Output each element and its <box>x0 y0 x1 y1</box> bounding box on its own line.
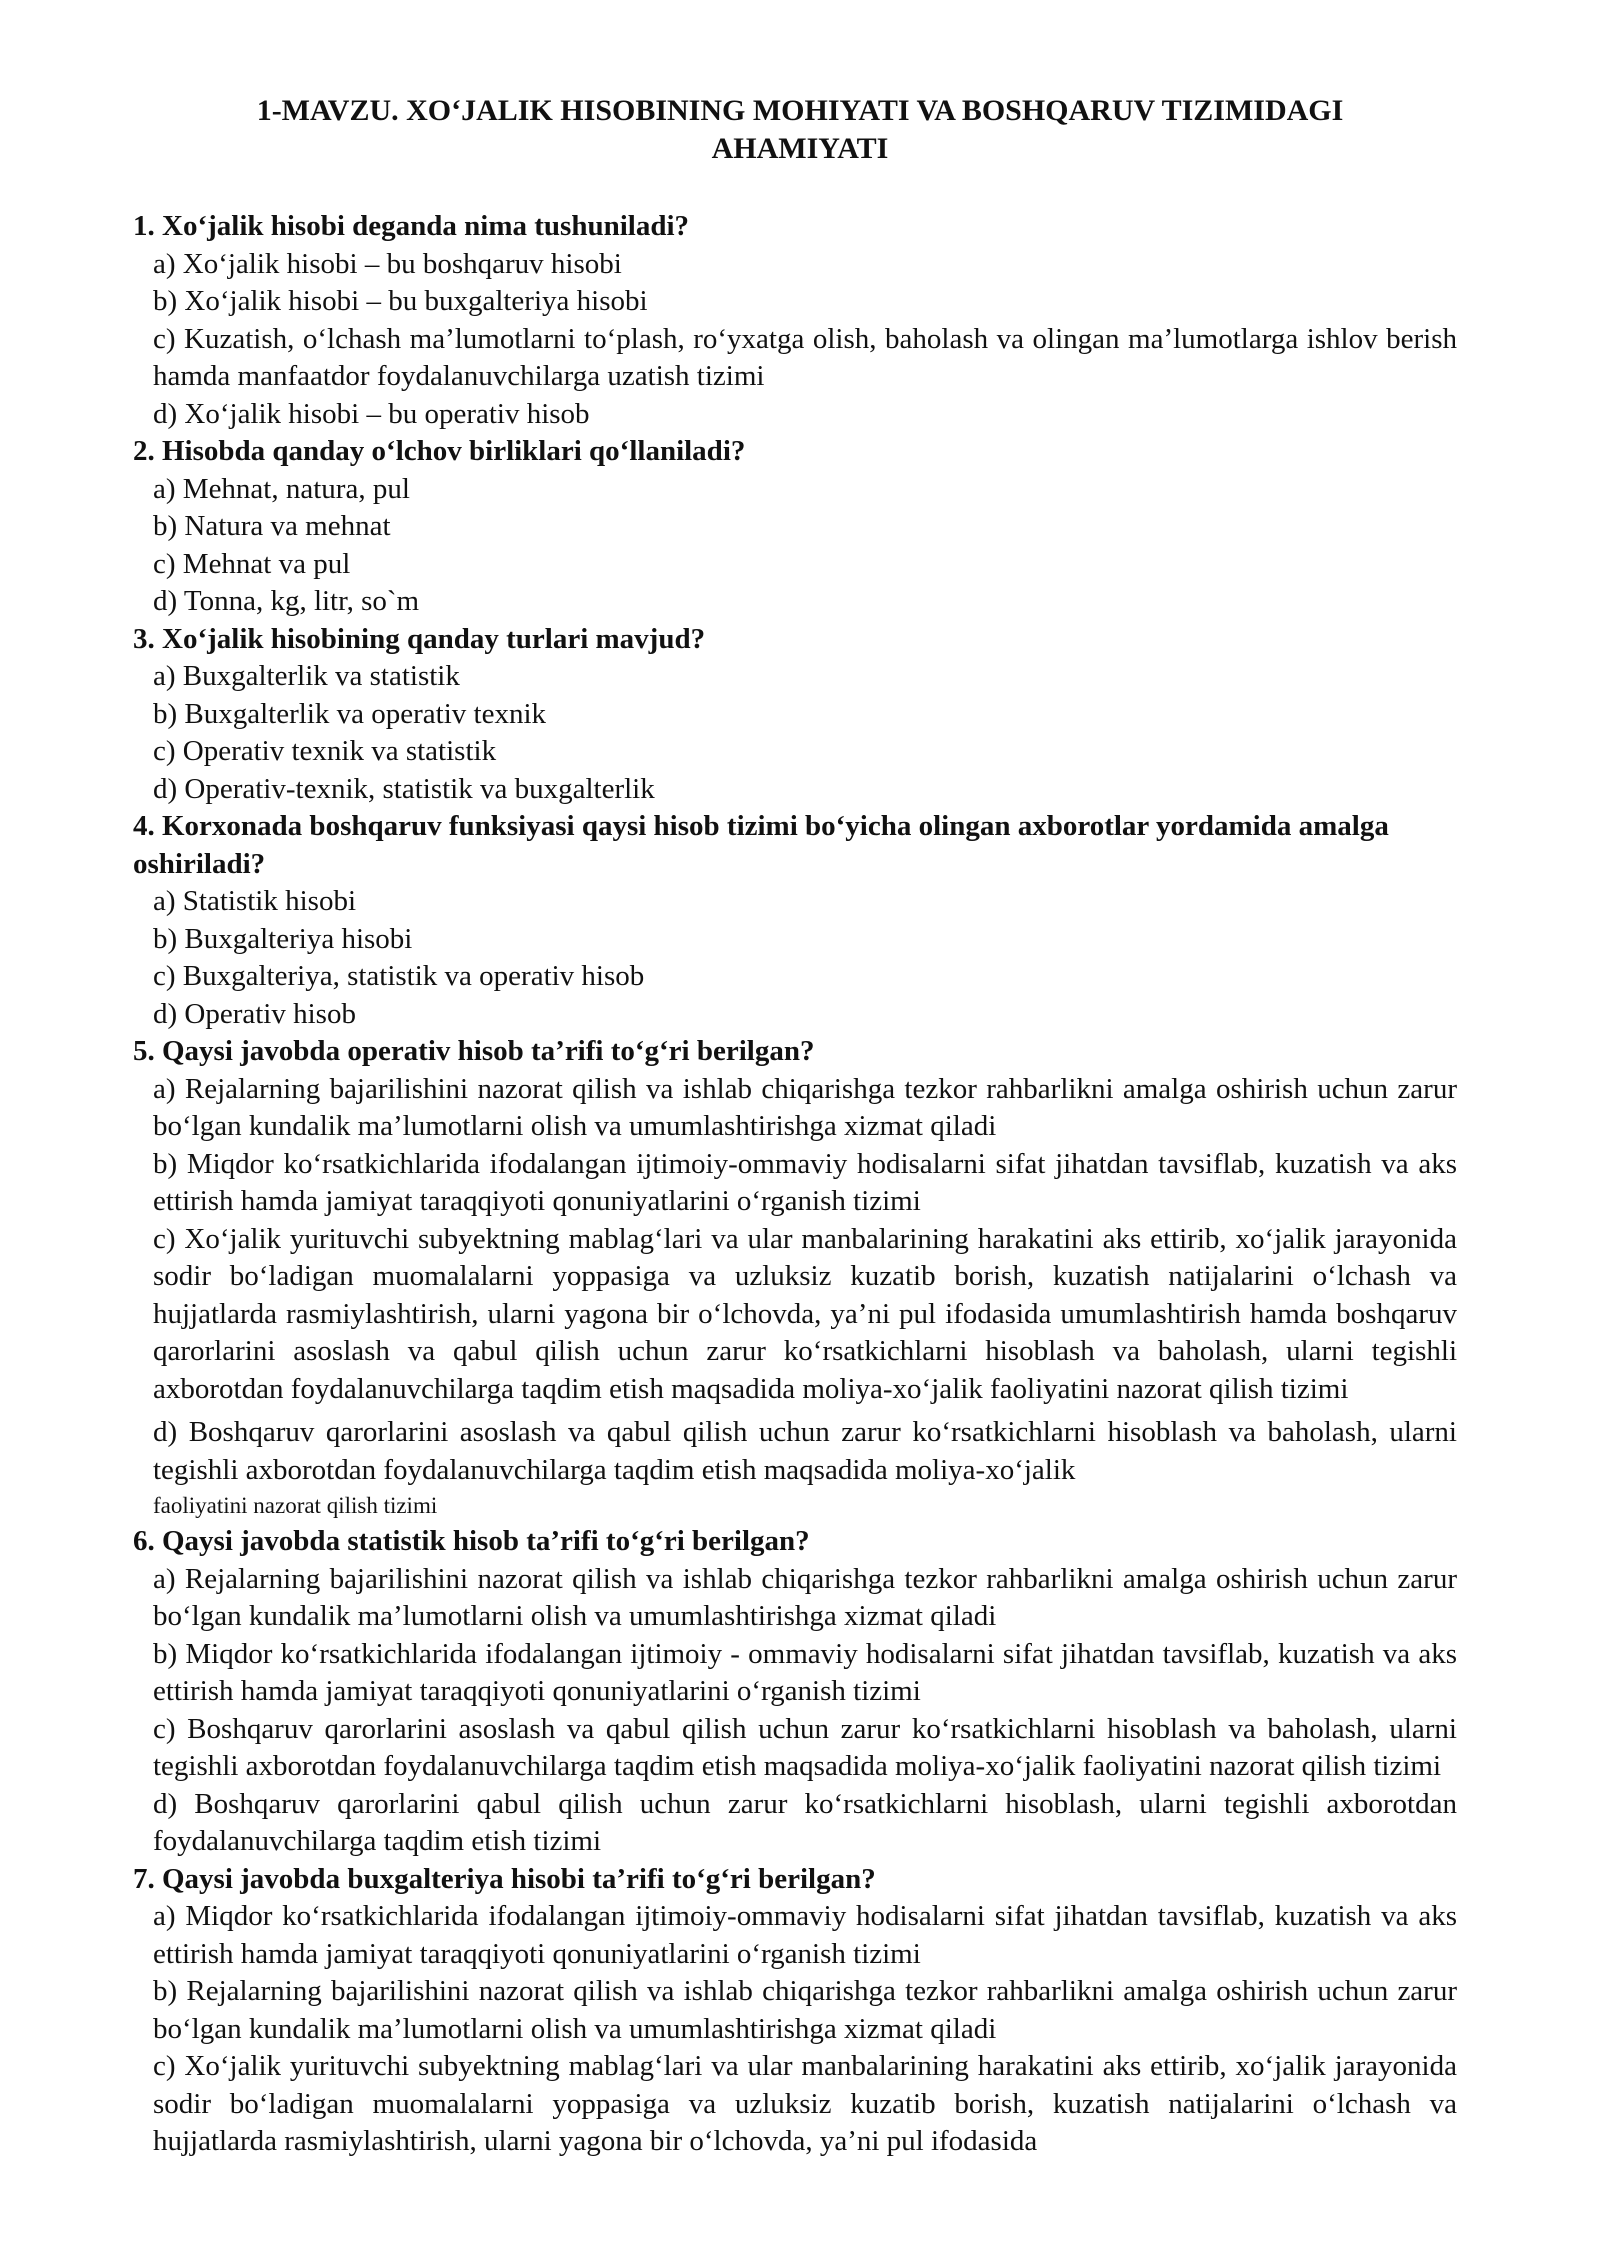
q4-option-d: d) Operativ hisob <box>153 997 356 1030</box>
q3-option-d: d) Operativ-texnik, statistik va buxgalterlik <box>153 772 655 805</box>
q5-option-c: c) Xo‘jalik yurituvchi subyektning mablag‘lari va ular manbalarining harakatini aks ettirib, xo‘jalik jarayonida sodir bo‘ladigan muomalalarni yoppasiga va uzluksiz kuzatib borish, kuzatish natijalarini o‘lchash va hujjatlarda rasmiylashtirish, ularni yagona bir o‘lchovda, ya’ni pul ifodasida umumlashtirish hamda boshqaruv qarorlarini asoslash va qabul qilish uchun zarur ko‘rsatkichlarni hisoblash va baholash, ularni tegishli axborotdan foydalanuvchilarga taqdim etish maqsadida moliya-xo‘jalik faoliyatini nazorat qilish tizimi <box>153 1222 1457 1405</box>
question-7: 7. Qaysi javobda buxgalteriya hisobi ta’rifi to‘g‘ri berilgan? <box>133 1862 876 1895</box>
q3-option-c: c) Operativ texnik va statistik <box>153 735 497 767</box>
question-2: 2. Hisobda qanday o‘lchov birliklari qo‘llaniladi? <box>133 435 746 467</box>
questions-list <box>133 208 1457 2161</box>
q6-option-a: a) Rejalarning bajarilishini nazorat qilish va ishlab chiqarishga tezkor rahbarlikni amalga oshirish uchun zarur bo‘lgan kundalik ma’lumotlarni olish va umumlashtirishga xizmat qiladi <box>153 1562 1457 1632</box>
q4-option-b: b) Buxgalteriya hisobi <box>153 922 413 955</box>
q2-option-c: c) Mehnat va pul <box>153 547 351 580</box>
question-5: 5. Qaysi javobda operativ hisob ta’rifi to‘g‘ri berilgan? <box>133 1035 815 1067</box>
q7-option-a: a) Miqdor ko‘rsatkichlarida ifodalangan ijtimoiy-ommaviy hodisalarni sifat jihatdan tavsiflab, kuzatish va aks ettirish hamda jamiyat taraqqiyoti qonuniyatlarini o‘rganish tizimi <box>153 1900 1457 1970</box>
q6-option-c: c) Boshqaruv qarorlarini asoslash va qabul qilish uchun zarur ko‘rsatkichlarni hisoblash va baholash, ularni tegishli axborotdan foydalanuvchilarga taqdim etish maqsadida moliya-xo‘jalik faoliyatini nazorat qilish tizimi <box>153 1712 1457 1782</box>
q5-option-b: b) Miqdor ko‘rsatkichlarida ifodalangan ijtimoiy-ommaviy hodisalarni sifat jihatdan tavsiflab, kuzatish va aks ettirish hamda jamiyat taraqqiyoti qonuniyatlarini o‘rganish tizimi <box>153 1147 1457 1217</box>
q1-option-c: c) Kuzatish, o‘lchash ma’lumotlarni to‘plash, ro‘yxatga olish, baholash va olingan ma’lumotlarga ishlov berish hamda manfaatdor foydalanuvchilarga uzatish tizimi <box>153 322 1457 392</box>
q3-option-b: b) Buxgalterlik va operativ texnik <box>153 697 547 730</box>
q3-option-a: a) Buxgalterlik va statistik <box>153 660 460 692</box>
q1-option-d: d) Xo‘jalik hisobi – bu operativ hisob <box>153 397 590 430</box>
question-6: 6. Qaysi javobda statistik hisob ta’rifi to‘g‘ri berilgan? <box>133 1525 810 1557</box>
question-4: 4. Korxonada boshqaruv funksiyasi qaysi hisob tizimi bo‘yicha olingan axborotlar yordamida amalga oshiriladi? <box>133 810 1389 880</box>
q2-option-d: d) Tonna, kg, litr, so`m <box>153 585 420 617</box>
title-line-1: 1-MAVZU. XO‘JALIK HISOBINING MOHIYATI VA BOSHQARUV TIZIMIDAGI <box>256 94 1344 127</box>
q5-option-d-tail: faoliyatini nazorat qilish tizimi <box>153 1493 438 1518</box>
q5-option-a: a) Rejalarning bajarilishini nazorat qilish va ishlab chiqarishga tezkor rahbarlikni amalga oshirish uchun zarur bo‘lgan kundalik ma’lumotlarni olish va umumlashtirishga xizmat qiladi <box>153 1072 1457 1142</box>
q5-option-d: d) Boshqaruv qarorlarini asoslash va qabul qilish uchun zarur ko‘rsatkichlarni hisoblash va baholash, ularni tegishli axborotdan foydalanuvchilarga taqdim etish maqsadida moliya-xo‘jalik <box>153 1416 1457 1486</box>
q1-option-b: b) Xo‘jalik hisobi – bu buxgalteriya hisobi <box>153 285 648 317</box>
title-line-2: AHAMIYATI <box>711 132 889 165</box>
q2-option-b: b) Natura va mehnat <box>153 510 391 542</box>
q1-option-a: a) Xo‘jalik hisobi – bu boshqaruv hisobi <box>153 247 622 280</box>
question-1: 1. Xo‘jalik hisobi deganda nima tushuniladi? <box>133 210 690 242</box>
q4-option-c: c) Buxgalteriya, statistik va operativ hisob <box>153 960 645 992</box>
q4-option-a: a) Statistik hisobi <box>153 885 356 917</box>
q6-option-d: d) Boshqaruv qarorlarini qabul qilish uchun zarur ko‘rsatkichlarni hisoblash, ularni tegishli axborotdan foydalanuvchilarga taqdim etish tizimi <box>153 1787 1457 1857</box>
q7-option-b: b) Rejalarning bajarilishini nazorat qilish va ishlab chiqarishga tezkor rahbarlikni amalga oshirish uchun zarur bo‘lgan kundalik ma’lumotlarni olish va umumlashtirishga xizmat qiladi <box>153 1975 1457 2045</box>
question-3: 3. Xo‘jalik hisobining qanday turlari mavjud? <box>133 622 706 655</box>
q7-option-c: c) Xo‘jalik yurituvchi subyektning mablag‘lari va ular manbalarining harakatini aks ettirib, xo‘jalik jarayonida sodir bo‘ladigan muomalalarni yoppasiga va uzluksiz kuzatib borish, kuzatish natijalarini o‘lchash va hujjatlarda rasmiylashtirish, ularni yagona bir o‘lchovda, ya’ni pul ifodasida <box>153 2050 1457 2157</box>
page-title <box>180 92 1420 168</box>
q6-option-b: b) Miqdor ko‘rsatkichlarida ifodalangan ijtimoiy - ommaviy hodisalarni sifat jihatdan tavsiflab, kuzatish va aks ettirish hamda jamiyat taraqqiyoti qonuniyatlarini o‘rganish tizimi <box>153 1637 1457 1707</box>
q2-option-a: a) Mehnat, natura, pul <box>153 472 410 505</box>
